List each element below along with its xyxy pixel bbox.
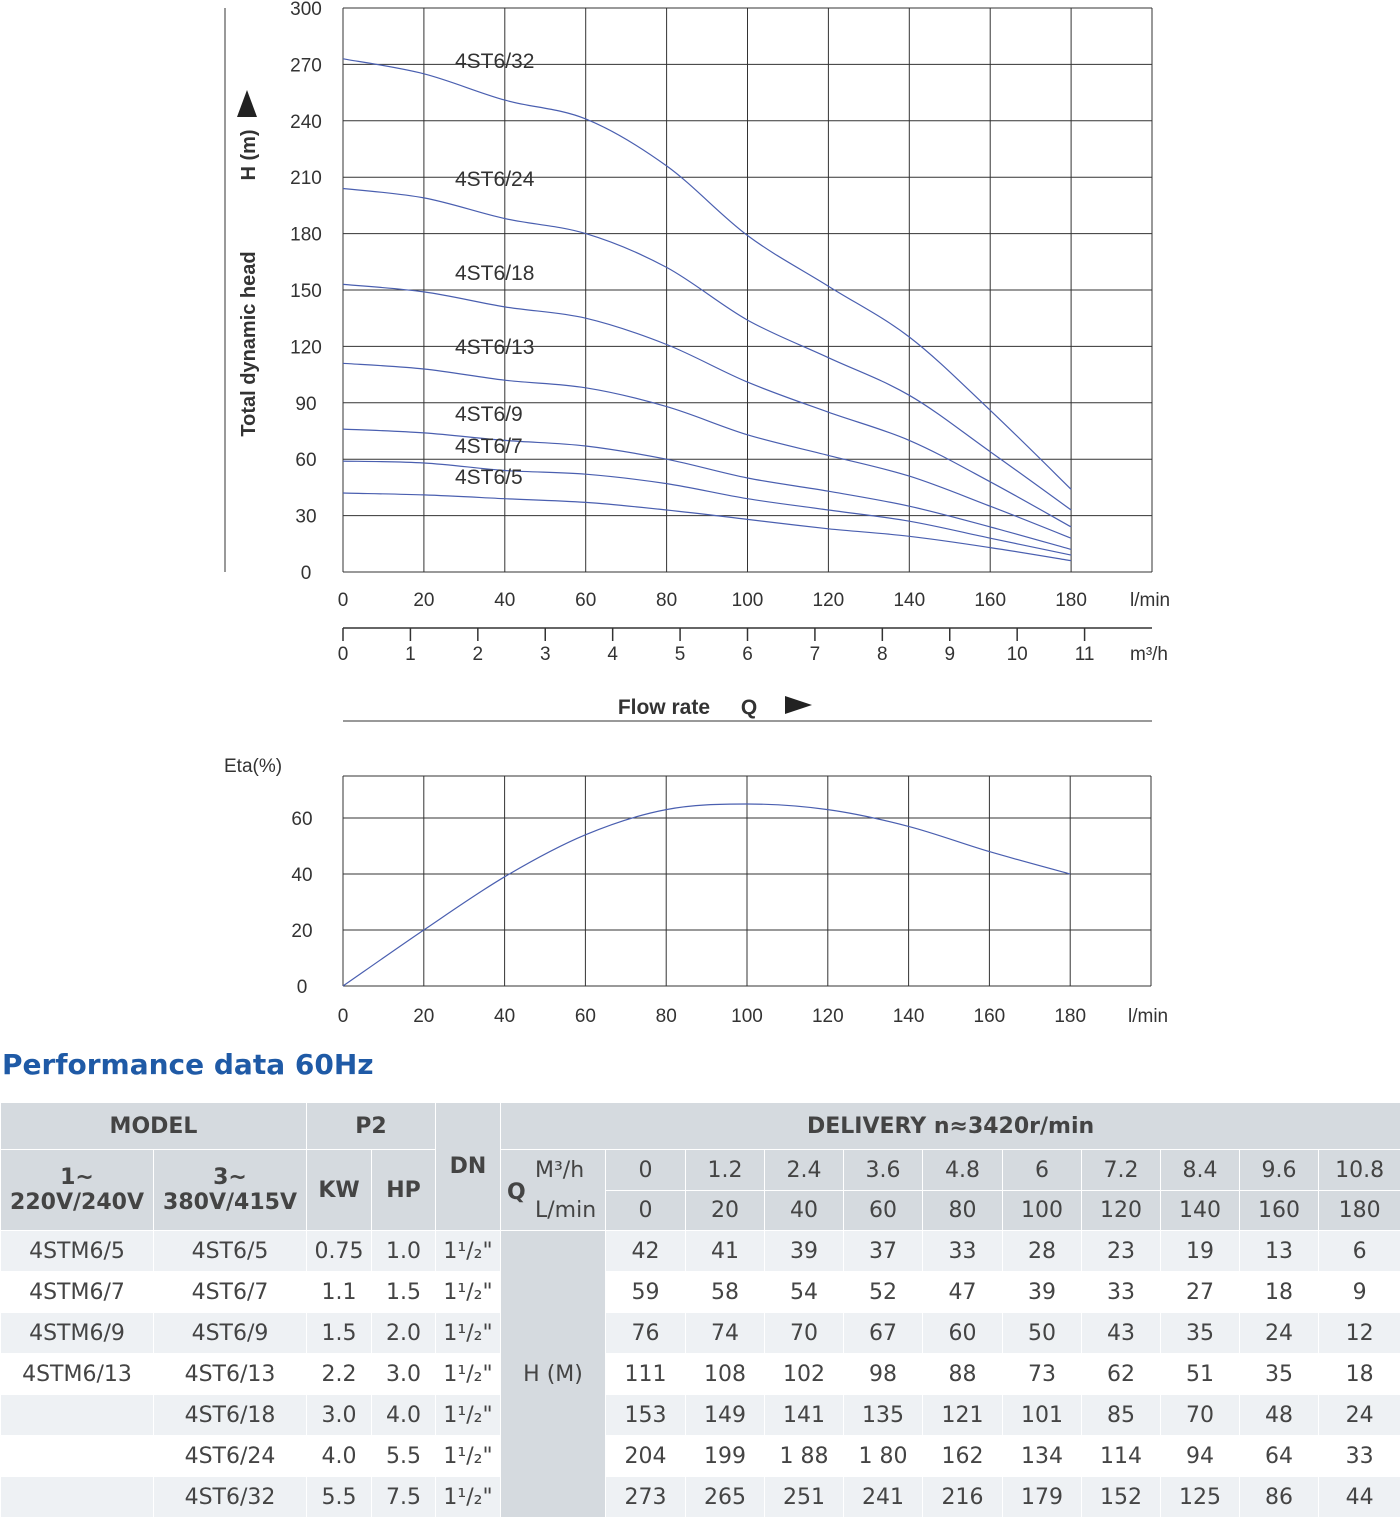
hp-value: 1.5 (372, 1272, 436, 1313)
head-value: 1 80 (844, 1436, 923, 1477)
head-value: 101 (1003, 1395, 1082, 1436)
head-value: 141 (765, 1395, 844, 1436)
series-line (343, 59, 1071, 490)
model-1ph: 4STM6/5 (1, 1231, 154, 1272)
series-line (343, 363, 1071, 538)
table-row (1, 1477, 1400, 1518)
secondary-tick-label: 0 (338, 644, 349, 665)
lmin-value: 160 (1240, 1191, 1319, 1231)
model-3ph: 4ST6/9 (154, 1313, 307, 1354)
head-value: 204 (606, 1436, 686, 1477)
eta-x-tick-label: 160 (974, 1006, 1006, 1027)
eta-y-tick-label: 20 (291, 921, 312, 942)
m3h-value: 4.8 (923, 1150, 1003, 1191)
head-value: 35 (1240, 1354, 1319, 1395)
secondary-tick-label: 7 (810, 644, 821, 665)
head-value: 265 (686, 1477, 765, 1518)
head-value: 59 (606, 1272, 686, 1313)
y-tick-label: 180 (290, 225, 322, 246)
head-value: 33 (1319, 1436, 1400, 1477)
series-line (343, 189, 1071, 511)
head-value: 88 (923, 1354, 1003, 1395)
head-value: 18 (1240, 1272, 1319, 1313)
series-label: 4ST6/13 (455, 336, 534, 359)
series-label: 4ST6/9 (455, 403, 523, 426)
head-value: 125 (1161, 1477, 1240, 1518)
model-3ph: 4ST6/24 (154, 1436, 307, 1477)
secondary-tick-label: 8 (877, 644, 888, 665)
series-label: 4ST6/18 (455, 262, 534, 285)
dn-header: DN (436, 1103, 501, 1231)
kw-value: 1.5 (307, 1313, 372, 1354)
hp-header: HP (372, 1150, 436, 1231)
model-1ph: 4STM6/7 (1, 1272, 154, 1313)
kw-header: KW (307, 1150, 372, 1231)
series-line (343, 429, 1071, 549)
head-value: 162 (923, 1436, 1003, 1477)
head-value: 9 (1319, 1272, 1400, 1313)
secondary-tick-label: 10 (1007, 644, 1028, 665)
m3h-value: 6 (1003, 1150, 1082, 1191)
kw-value: 3.0 (307, 1395, 372, 1436)
head-value: 43 (1082, 1313, 1161, 1354)
x-tick-label: 40 (494, 590, 515, 611)
kw-value: 5.5 (307, 1477, 372, 1518)
lmin-value: 120 (1082, 1191, 1161, 1231)
table-row (1, 1354, 1400, 1395)
head-value: 62 (1082, 1354, 1161, 1395)
model-3ph: 4ST6/5 (154, 1231, 307, 1272)
secondary-unit-label: m³/h (1130, 644, 1168, 665)
head-value: 28 (1003, 1231, 1082, 1272)
head-value: 94 (1161, 1436, 1240, 1477)
head-value: 51 (1161, 1354, 1240, 1395)
eta-x-tick-label: 60 (575, 1006, 596, 1027)
head-value: 39 (765, 1231, 844, 1272)
m3h-label: M³/h (535, 1158, 584, 1183)
hp-value: 5.5 (372, 1436, 436, 1477)
lmin-value: 180 (1319, 1191, 1400, 1231)
x-tick-label: 20 (413, 590, 434, 611)
model-1ph (1, 1395, 154, 1436)
head-value: 74 (686, 1313, 765, 1354)
head-value: 153 (606, 1395, 686, 1436)
eta-x-tick-label: 80 (656, 1006, 677, 1027)
head-value: 241 (844, 1477, 923, 1518)
performance-table (0, 1102, 1400, 1518)
head-value: 251 (765, 1477, 844, 1518)
model-1ph (1, 1477, 154, 1518)
m3h-value: 8.4 (1161, 1150, 1240, 1191)
head-label: H (M) (501, 1231, 606, 1518)
dn-value: 1¹/₂" (436, 1436, 501, 1477)
y-tick-label: 90 (295, 394, 316, 415)
head-value: 1 88 (765, 1436, 844, 1477)
head-value: 48 (1240, 1395, 1319, 1436)
lmin-value: 100 (1003, 1191, 1082, 1231)
head-value: 149 (686, 1395, 765, 1436)
series-line (343, 493, 1071, 561)
hp-value: 3.0 (372, 1354, 436, 1395)
head-value: 135 (844, 1395, 923, 1436)
head-value: 60 (923, 1313, 1003, 1354)
model-header: MODEL (1, 1103, 307, 1150)
lmin-value: 20 (686, 1191, 765, 1231)
y-tick-label: 60 (295, 450, 316, 471)
eta-x-tick-label: 100 (731, 1006, 763, 1027)
secondary-tick-label: 3 (540, 644, 551, 665)
m3h-value: 9.6 (1240, 1150, 1319, 1191)
series-line (343, 461, 1071, 555)
eta-x-tick-label: 120 (812, 1006, 844, 1027)
x-unit-label: l/min (1130, 590, 1170, 611)
head-value: 58 (686, 1272, 765, 1313)
table-row (1, 1272, 1400, 1313)
head-value: 50 (1003, 1313, 1082, 1354)
head-value: 114 (1082, 1436, 1161, 1477)
head-value: 33 (923, 1231, 1003, 1272)
dn-value: 1¹/₂" (436, 1231, 501, 1272)
head-value: 134 (1003, 1436, 1082, 1477)
x-tick-label: 0 (338, 590, 349, 611)
m3h-value: 0 (606, 1150, 686, 1191)
head-value: 23 (1082, 1231, 1161, 1272)
y-tick-label: 120 (290, 337, 322, 358)
head-value: 41 (686, 1231, 765, 1272)
eta-y-tick-label: 60 (291, 809, 312, 830)
table-row (1, 1395, 1400, 1436)
y-tick-label: 0 (301, 563, 312, 584)
series-label: 4ST6/24 (455, 168, 535, 191)
head-value: 179 (1003, 1477, 1082, 1518)
secondary-tick-label: 6 (742, 644, 753, 665)
lmin-value: 140 (1161, 1191, 1240, 1231)
q-label: Q (507, 1180, 526, 1205)
three-phase-header: 3~ 380V/415V (154, 1150, 307, 1231)
eta-x-tick-label: 180 (1054, 1006, 1086, 1027)
m3h-value: 3.6 (844, 1150, 923, 1191)
y-tick-label: 270 (290, 55, 322, 76)
head-value: 111 (606, 1354, 686, 1395)
model-1ph: 4STM6/9 (1, 1313, 154, 1354)
kw-value: 4.0 (307, 1436, 372, 1477)
model-1ph (1, 1436, 154, 1477)
head-value: 76 (606, 1313, 686, 1354)
x-tick-label: 180 (1055, 590, 1087, 611)
head-value: 35 (1161, 1313, 1240, 1354)
dn-value: 1¹/₂" (436, 1272, 501, 1313)
head-value: 73 (1003, 1354, 1082, 1395)
x-tick-label: 120 (813, 590, 845, 611)
head-value: 121 (923, 1395, 1003, 1436)
delivery-header: DELIVERY n≈3420r/min (501, 1103, 1400, 1150)
head-value: 37 (844, 1231, 923, 1272)
head-value: 18 (1319, 1354, 1400, 1395)
kw-value: 0.75 (307, 1231, 372, 1272)
lmin-value: 40 (765, 1191, 844, 1231)
lmin-value: 0 (606, 1191, 686, 1231)
dn-value: 1¹/₂" (436, 1477, 501, 1518)
p2-header: P2 (307, 1103, 436, 1150)
model-3ph: 4ST6/13 (154, 1354, 307, 1395)
hp-value: 2.0 (372, 1313, 436, 1354)
m3h-value: 2.4 (765, 1150, 844, 1191)
y-unit-label: H (m) (238, 129, 260, 180)
model-3ph: 4ST6/7 (154, 1272, 307, 1313)
series-label: 4ST6/7 (455, 435, 523, 458)
head-value: 85 (1082, 1395, 1161, 1436)
head-value: 273 (606, 1477, 686, 1518)
head-value: 42 (606, 1231, 686, 1272)
y-tick-label: 210 (290, 168, 322, 189)
head-value: 27 (1161, 1272, 1240, 1313)
eta-x-unit-label: l/min (1128, 1006, 1168, 1027)
head-value: 102 (765, 1354, 844, 1395)
head-value: 39 (1003, 1272, 1082, 1313)
right-arrow-icon (785, 696, 812, 714)
model-3ph: 4ST6/32 (154, 1477, 307, 1518)
lmin-value: 60 (844, 1191, 923, 1231)
secondary-tick-label: 2 (473, 644, 484, 665)
head-value: 52 (844, 1272, 923, 1313)
head-value: 64 (1240, 1436, 1319, 1477)
q-units-header (501, 1150, 606, 1231)
head-value: 108 (686, 1354, 765, 1395)
head-value: 12 (1319, 1313, 1400, 1354)
hp-value: 7.5 (372, 1477, 436, 1518)
head-value: 24 (1319, 1395, 1400, 1436)
eta-y-axis-title: Eta(%) (224, 756, 282, 777)
head-value: 33 (1082, 1272, 1161, 1313)
secondary-tick-label: 9 (944, 644, 955, 665)
section-title: Performance data 60Hz (2, 1048, 374, 1081)
head-value: 67 (844, 1313, 923, 1354)
eta-series-line (343, 804, 1070, 986)
lmin-label: L/min (535, 1198, 596, 1223)
head-value: 13 (1240, 1231, 1319, 1272)
m3h-value: 7.2 (1082, 1150, 1161, 1191)
x-axis-title: Flow rate (618, 696, 710, 719)
x-symbol-label: Q (741, 696, 757, 719)
eta-x-tick-label: 40 (494, 1006, 515, 1027)
kw-value: 1.1 (307, 1272, 372, 1313)
y-tick-label: 300 (290, 0, 322, 20)
head-value: 152 (1082, 1477, 1161, 1518)
dn-value: 1¹/₂" (436, 1395, 501, 1436)
head-value: 19 (1161, 1231, 1240, 1272)
head-value: 6 (1319, 1231, 1400, 1272)
kw-value: 2.2 (307, 1354, 372, 1395)
table-row (1, 1313, 1400, 1354)
eta-x-tick-label: 140 (893, 1006, 925, 1027)
up-arrow-icon (237, 90, 257, 117)
x-tick-label: 100 (732, 590, 764, 611)
table-row (1, 1436, 1400, 1477)
x-tick-label: 140 (893, 590, 925, 611)
eta-y-tick-label: 0 (297, 977, 308, 998)
hp-value: 1.0 (372, 1231, 436, 1272)
eta-x-tick-label: 20 (413, 1006, 434, 1027)
single-phase-header: 1~ 220V/240V (1, 1150, 154, 1231)
model-3ph: 4ST6/18 (154, 1395, 307, 1436)
secondary-tick-label: 4 (607, 644, 618, 665)
secondary-tick-label: 11 (1075, 644, 1095, 665)
series-label: 4ST6/5 (455, 466, 523, 489)
model-1ph: 4STM6/13 (1, 1354, 154, 1395)
m3h-value: 10.8 (1319, 1150, 1400, 1191)
dn-value: 1¹/₂" (436, 1313, 501, 1354)
y-tick-label: 240 (290, 112, 322, 133)
head-value: 199 (686, 1436, 765, 1477)
secondary-tick-label: 5 (675, 644, 686, 665)
m3h-value: 1.2 (686, 1150, 765, 1191)
hp-value: 4.0 (372, 1395, 436, 1436)
dn-value: 1¹/₂" (436, 1354, 501, 1395)
lmin-value: 80 (923, 1191, 1003, 1231)
x-tick-label: 80 (656, 590, 677, 611)
eta-y-tick-label: 40 (291, 865, 312, 886)
x-tick-label: 60 (575, 590, 596, 611)
x-tick-label: 160 (974, 590, 1006, 611)
head-value: 24 (1240, 1313, 1319, 1354)
y-tick-label: 150 (290, 281, 322, 302)
head-value: 47 (923, 1272, 1003, 1313)
table-row (1, 1231, 1400, 1272)
head-value: 44 (1319, 1477, 1400, 1518)
secondary-tick-label: 1 (405, 644, 416, 665)
head-value: 98 (844, 1354, 923, 1395)
head-value: 216 (923, 1477, 1003, 1518)
y-axis-title: Total dynamic head (238, 251, 260, 436)
eta-x-tick-label: 0 (338, 1006, 349, 1027)
head-value: 54 (765, 1272, 844, 1313)
head-value: 86 (1240, 1477, 1319, 1518)
head-value: 70 (1161, 1395, 1240, 1436)
head-value: 70 (765, 1313, 844, 1354)
y-tick-label: 30 (295, 507, 316, 528)
series-label: 4ST6/32 (455, 50, 534, 73)
